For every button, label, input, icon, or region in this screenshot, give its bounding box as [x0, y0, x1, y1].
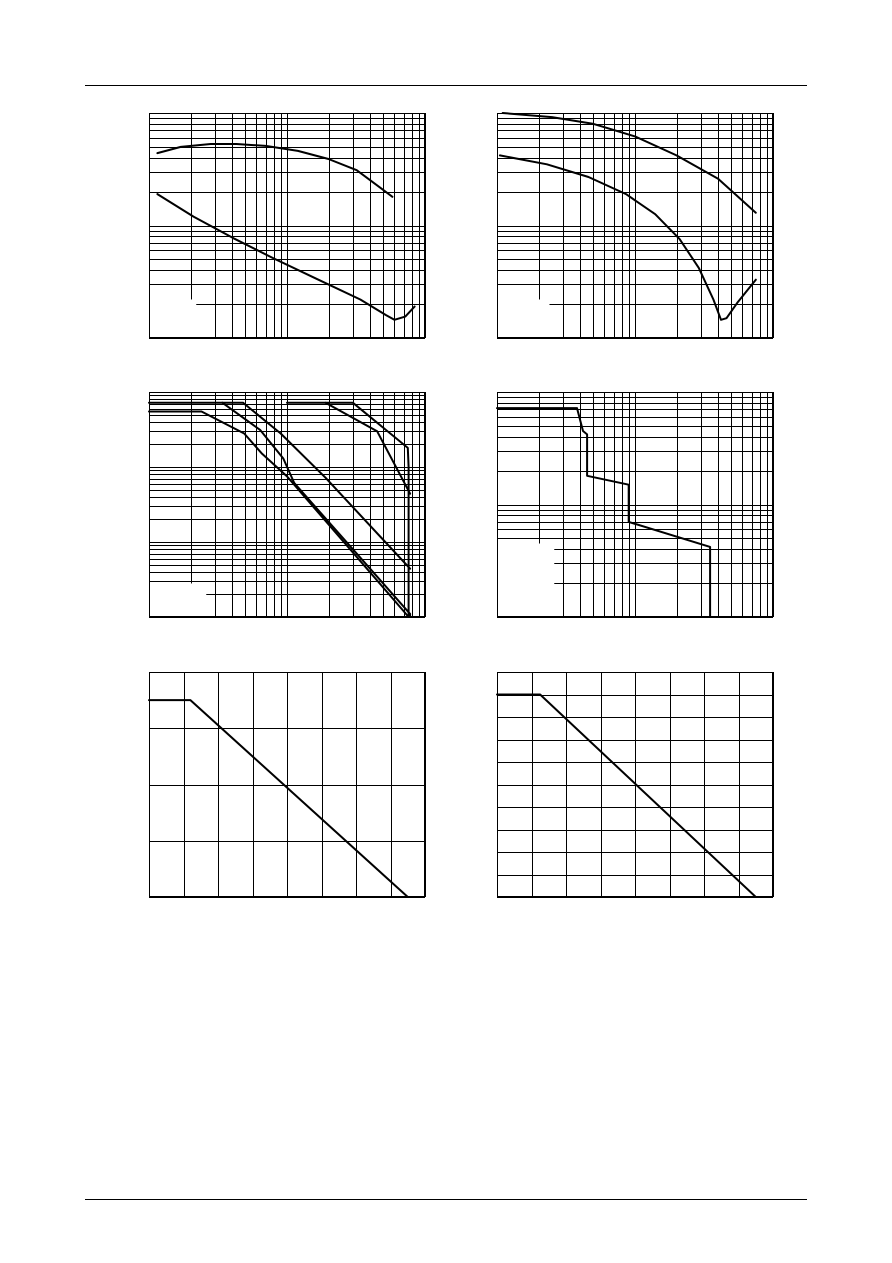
footer-rule: [85, 1199, 807, 1200]
legend-area: [149, 583, 206, 617]
grid: [149, 672, 426, 898]
series-line-4: [287, 403, 410, 494]
plot-frame: [150, 673, 425, 897]
series-line-1: [149, 700, 408, 897]
legend-area: [149, 299, 196, 338]
chart-3: [149, 392, 425, 617]
legend-area: [497, 299, 549, 338]
series-line-1: [497, 695, 756, 898]
chart-5: [149, 672, 425, 897]
legend-area: [497, 544, 554, 617]
chart-1: [149, 113, 425, 338]
series-line-2: [500, 155, 756, 319]
header-rule: [85, 85, 807, 86]
chart-4: [497, 392, 773, 617]
chart-2: [497, 113, 773, 338]
chart-6: [497, 672, 773, 897]
series-line-5: [326, 403, 409, 617]
